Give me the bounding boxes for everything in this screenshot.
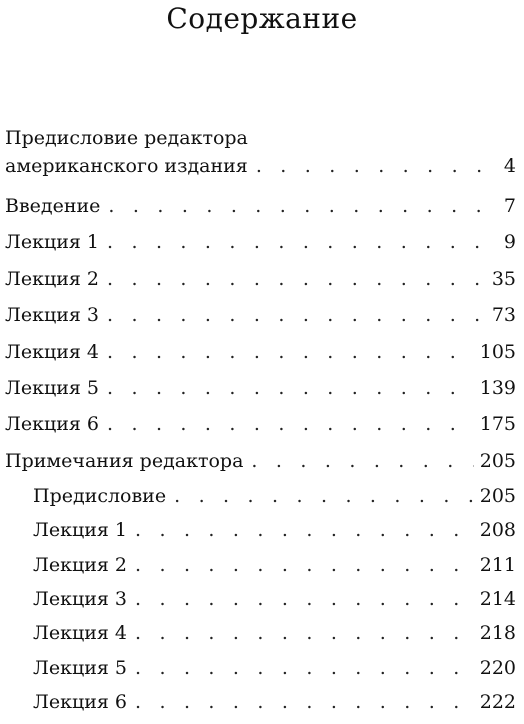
toc-subentry[interactable] (5, 479, 516, 513)
dot-leader (107, 224, 490, 260)
toc-page-number: 208 (479, 519, 516, 542)
page-title: Содержание (166, 2, 358, 35)
toc-entry-label: Примечания редактора (5, 449, 244, 472)
toc-entry-label: Лекция 5 (5, 376, 99, 399)
toc-page-number: 205 (479, 449, 516, 472)
toc-page-number: 218 (479, 622, 516, 645)
toc-subentry-label: Лекция 1 (33, 519, 127, 542)
toc-subentry[interactable] (5, 651, 516, 685)
toc-entry[interactable] (5, 224, 516, 260)
toc-page-number: 9 (503, 231, 516, 254)
toc-entry[interactable] (5, 297, 516, 333)
toc-subentry[interactable] (5, 548, 516, 582)
toc-page-number: 175 (479, 413, 516, 436)
table-of-contents (5, 124, 516, 719)
toc-page-number: 205 (479, 485, 516, 508)
toc-subentry[interactable] (5, 513, 516, 547)
toc-entry-label: Лекция 4 (5, 340, 99, 363)
toc-entry[interactable] (5, 152, 516, 188)
toc-entry[interactable] (5, 370, 516, 406)
toc-subentry-label: Предисловие (33, 485, 167, 508)
dot-leader (108, 188, 490, 224)
toc-subentry[interactable] (5, 685, 516, 719)
toc-page-number: 220 (479, 656, 516, 679)
toc-entry-label: Лекция 1 (5, 231, 99, 254)
dot-leader (174, 479, 474, 513)
dot-leader (107, 406, 474, 442)
toc-page-number: 7 (503, 195, 516, 217)
toc-subentry-label: Лекция 3 (33, 588, 127, 611)
toc-page-number: 73 (491, 304, 516, 327)
dot-leader (107, 297, 486, 333)
toc-page-number: 139 (479, 376, 516, 399)
toc-subentry-label: Лекция 5 (33, 656, 127, 679)
toc-entry[interactable] (5, 188, 516, 224)
toc-entry-line1: Предисловие редактора (5, 127, 248, 149)
dot-leader (251, 443, 473, 479)
toc-entry-label: американского издания (5, 155, 248, 177)
dot-leader (135, 513, 474, 547)
dot-leader (135, 582, 474, 616)
dot-leader (107, 261, 486, 297)
dot-leader (256, 152, 490, 180)
toc-page-number: 105 (479, 340, 516, 363)
toc-entry[interactable] (5, 261, 516, 297)
toc-entry[interactable] (5, 406, 516, 442)
toc-subentry[interactable] (5, 582, 516, 616)
toc-entry-label: Лекция 6 (5, 413, 99, 436)
toc-subentry[interactable] (5, 616, 516, 650)
dot-leader (135, 685, 474, 719)
toc-entry[interactable] (5, 443, 516, 479)
toc-page-number: 4 (503, 155, 516, 177)
toc-subentry-label: Лекция 2 (33, 553, 127, 576)
toc-page-number: 35 (491, 267, 516, 290)
toc-entry-label: Лекция 3 (5, 304, 99, 327)
toc-subentry-label: Лекция 4 (33, 622, 127, 645)
dot-leader (135, 651, 474, 685)
toc-subentry-label: Лекция 6 (33, 690, 127, 713)
dot-leader (135, 548, 474, 582)
toc-page-number: 222 (479, 690, 516, 713)
dot-leader (107, 334, 474, 370)
toc-entry[interactable] (5, 334, 516, 370)
toc-page-number: 211 (479, 553, 516, 576)
dot-leader (135, 616, 474, 650)
dot-leader (107, 370, 474, 406)
toc-entry-label: Лекция 2 (5, 267, 99, 290)
toc-entry-label: Введение (5, 195, 101, 217)
toc-page-number: 214 (479, 588, 516, 611)
